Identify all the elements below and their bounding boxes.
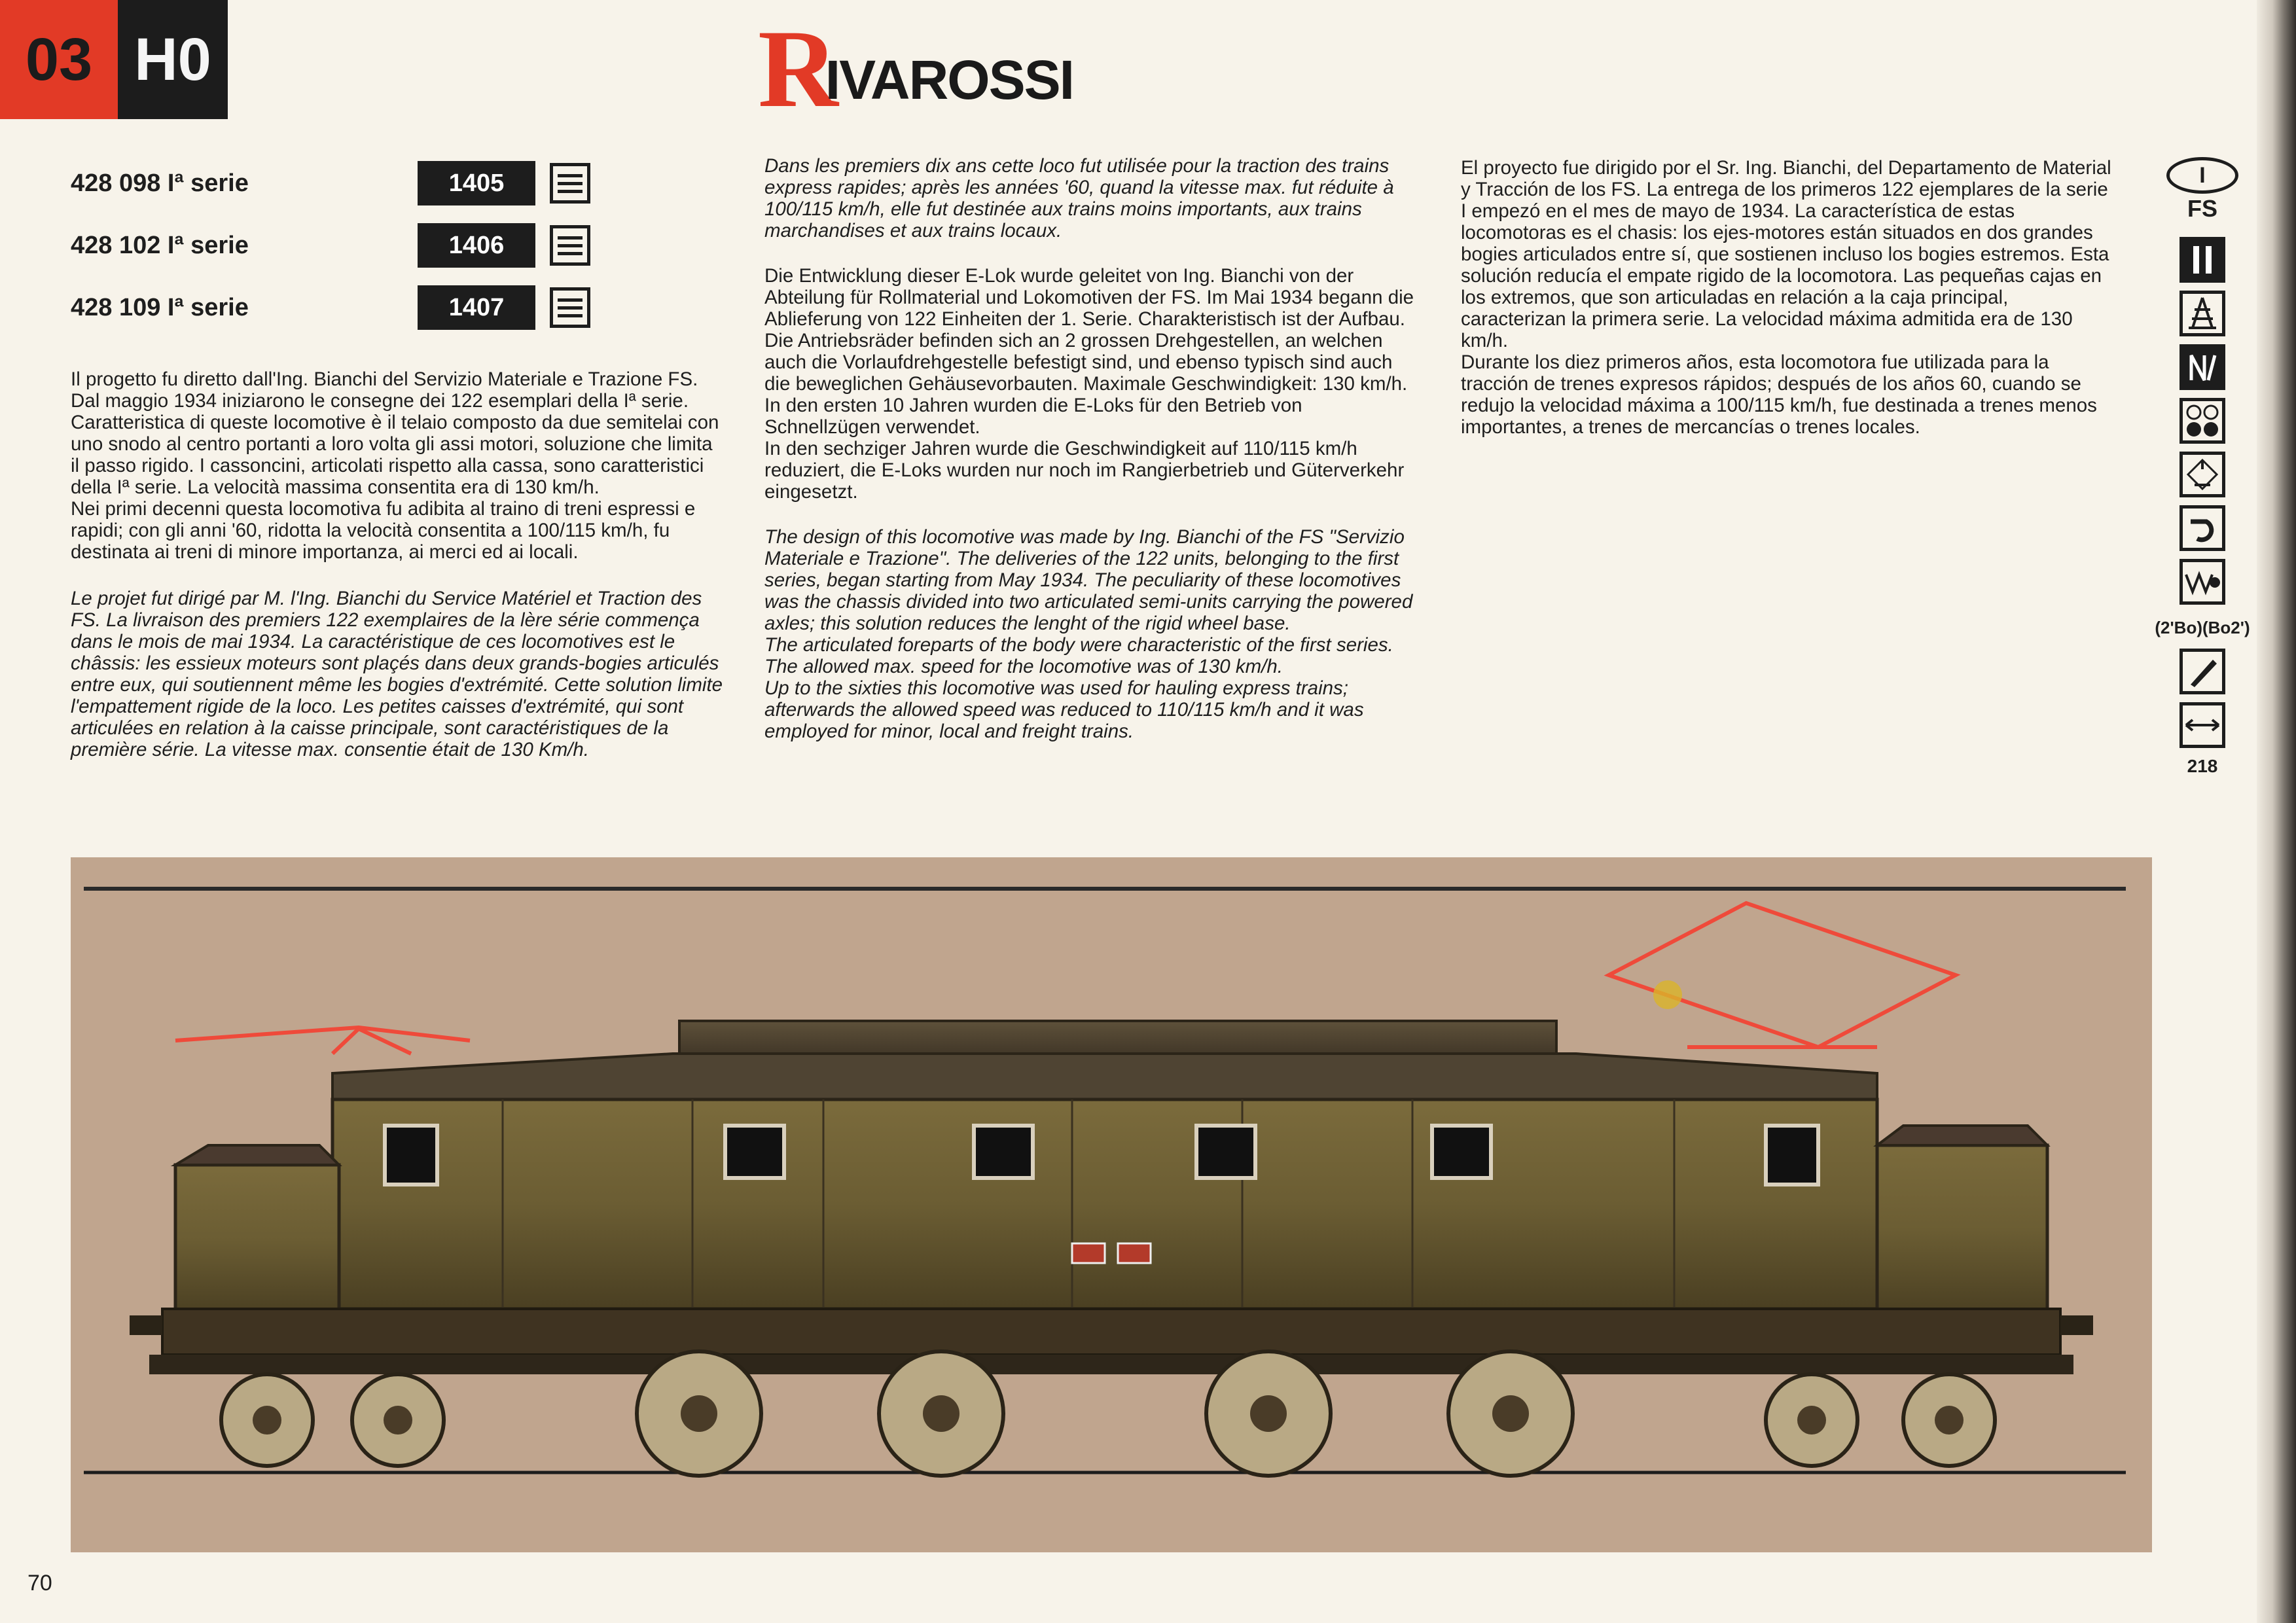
motor-icon xyxy=(2179,559,2225,605)
catenary-icon xyxy=(2179,344,2225,390)
catalogue-row xyxy=(71,157,594,209)
italian-text: Il progetto fu diretto dall'Ing. Bianchi del Servizio Materiale e Trazione FS. Dal maggio 1934 iniziarono le consegne dei 122 esemplari della Iª serie. Caratteristica di queste locomotive è il telaio composto da due semitelai con uno snodo al centro portanti a loro volta gli assi motori, soluzione che limita il passo rigido. I cassoncini, articolati rispetto alla cassa, sono caratteristici della Iª serie. La velocità massima consentita era di 130 km/h. Nei primi decenni questa locomotiva fu adibita al traino di treni espressi e rapidi; con gli anni '60, ridotta la velocità consentita a 100/115 km/h, fu destinata ai treni di minore importanza, ai merci ed ai locali. xyxy=(71,368,719,563)
era-label: I xyxy=(2199,162,2206,188)
length-value: 218 xyxy=(2187,756,2218,776)
pantograph-icon xyxy=(2179,291,2225,336)
english-text: The design of this locomotive was made by Ing. Bianchi of the FS "Servizio Materiale e Trazione". The deliveries of the 122 units, belonging to the first series, began starting from May 1934. The peculiarity of these locomotives was the chassis divided into two articulated semi-units carrying the powered axles; this solution reduces the lenght of the rigid wheel base. The articulated foreparts of the body were characteristic of the first series. The allowed max. speed for the locomotive was of 130 km/h. Up to the sixties this locomotive was used for hauling express trains; afterwards the allowed speed was reduced to 110/115 km/h and it was employed for minor, local and freight trains. xyxy=(764,526,1413,742)
hook-icon xyxy=(2179,505,2225,551)
catalogue-row xyxy=(71,219,594,272)
brand-logo-initial: R xyxy=(758,7,834,130)
page-number: 70 xyxy=(27,1571,52,1596)
model-name: 428 102 Iª serie xyxy=(71,231,249,259)
text-column-right xyxy=(1461,157,2115,438)
lights-icon xyxy=(2179,398,2225,444)
section-number-tab: 03 xyxy=(0,0,118,119)
dc-power-icon xyxy=(2179,237,2225,283)
axle-arrangement: (2'Bo)(Bo2') xyxy=(2155,618,2250,637)
three-bars-icon xyxy=(550,225,590,266)
spanish-text: El proyecto fue dirigido por el Sr. Ing. Bianchi, del Departamento de Material y Tracción de los FS. La entrega de los primeros 122 ejemplares de la serie I empezó en el mes de mayo de 1934. La característica de estas locomotoras es el chasis: los ejes-motores están situados en dos grandes bogies articulados entre sí, que sostienen incluso los bogies estremos. Esta solución reducía el empate rigido de la locomotora. Las pequeñas cajas en los extremos, que son articuladas en relación a la caja principal, caracterizan la primera serie. La velocidad máxima admitida era de 130 km/h. Durante los diez primeros años, esta locomotora fue utilizada para la tracción de trenes expresos rápidos; después de los años 60, cuando se redujo la velocidad máxima a 100/115 km/h, fue destinada a trenes menos importantes, a trenes de mercancías o trenes locales. xyxy=(1461,157,2111,438)
three-bars-icon xyxy=(550,287,590,328)
text-column-middle xyxy=(764,155,1419,742)
text-column-left xyxy=(71,368,725,760)
locomotive-illustration xyxy=(71,857,2152,1552)
catalogue-row xyxy=(71,281,594,334)
model-name: 428 109 Iª serie xyxy=(71,293,249,321)
brand-logo xyxy=(758,7,1073,130)
brand-logo-text: IVAROSSI xyxy=(825,49,1073,111)
scale-tab: H0 xyxy=(118,0,228,119)
railway-label: FS xyxy=(2187,195,2217,222)
coupling-icon xyxy=(2179,452,2225,497)
model-name: 428 098 Iª serie xyxy=(71,169,249,197)
length-arrow-icon xyxy=(2179,702,2225,748)
catalogue-code: 1407 xyxy=(418,285,535,330)
book-spine xyxy=(2257,0,2296,1623)
catalogue-code: 1406 xyxy=(418,223,535,268)
three-bars-icon xyxy=(550,163,590,204)
pencil-icon xyxy=(2179,649,2225,694)
era-badge-icon xyxy=(2166,157,2238,194)
german-text: Die Entwicklung dieser E-Lok wurde geleitet von Ing. Bianchi von der Abteilung für Rollmaterial und Lokomotiven der FS. Im Mai 1934 begann die Ablieferung von 122 Einheiten der 1. Serie. Charakteristisch ist der Aufbau. Die Antriebsräder befinden sich an 2 grossen Drehgestellen, an welchen auch die Vorlaufdrehgestelle befestigt sind, und ebenso typisch sind auch die beweglichen Gehäusevorbauten. Maximale Geschwindigkeit: 130 km/h. In den ersten 10 Jahren wurden die E-Loks für den Betrieb von Schnellzügen verwendet. In den sechziger Jahren wurde die Geschwindigkeit auf 110/115 km/h reduziert, die E-Loks wurden nur noch im Rangierbetrieb und Güterverkehr eingesetzt. xyxy=(764,265,1414,503)
symbol-legend xyxy=(2147,157,2258,791)
french-text-part-2: Dans les premiers dix ans cette loco fut utilisée pour la traction des trains express rapides; après les années '60, quand la vitesse max. fut réduite à 100/115 km/h, elle fut destinée aux trains moins importants, aux trains marchandises et aux trains locaux. xyxy=(764,155,1394,241)
french-text-part-1: Le projet fut dirigé par M. l'Ing. Bianchi du Service Matériel et Traction des FS. La livraison des premiers 122 exemplaires de la lère série commença dans le mois de mai 1934. La caractéristique de ces locomotives est le châssis: les essieux moteurs sont plaçés dans deux grands-bogies articulés entre eux, qui soutiennent même les bogies d'extrémité. Cette solution limite l'empattement rigide de la loco. Les petites caisses d'extrémité, qui sont articulées en relation à la caisse principale, sont caractéristiques de la première série. La vitesse max. consentie était de 130 Km/h. xyxy=(71,588,723,760)
catalogue-code: 1405 xyxy=(418,161,535,205)
